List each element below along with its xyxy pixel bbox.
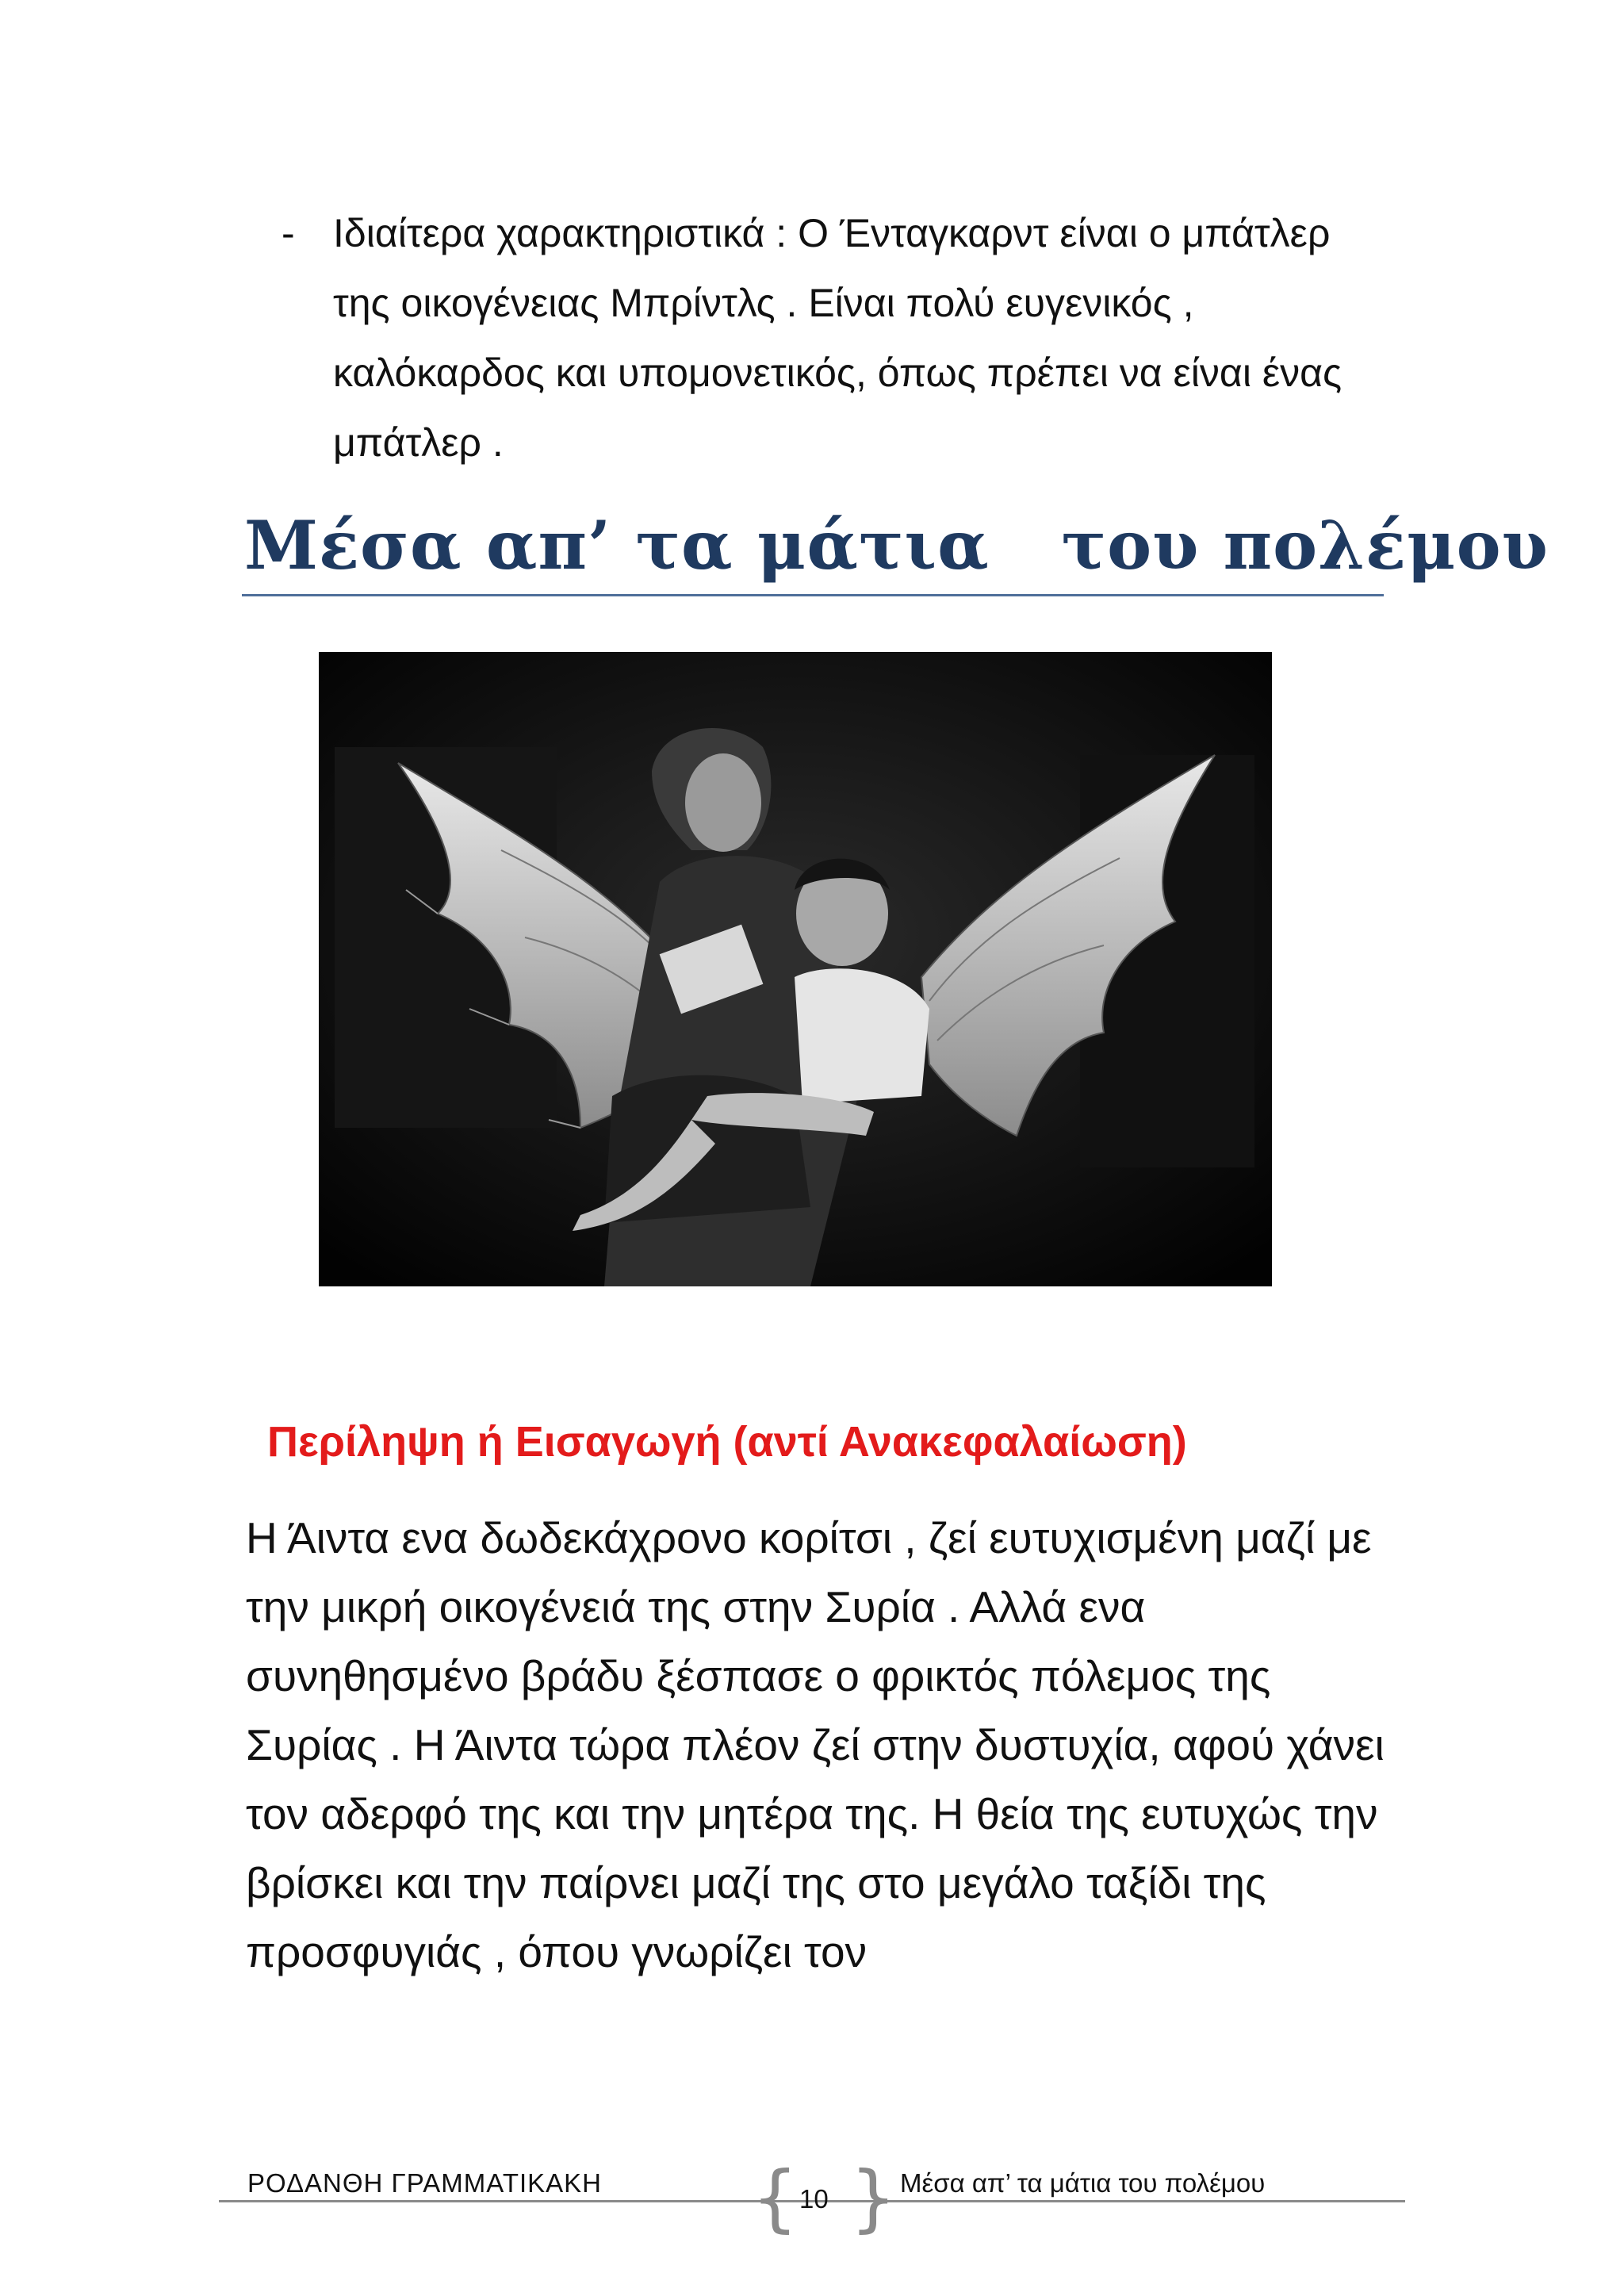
bullet-text: Ιδιαίτερα χαρακτηριστικά : Ο Ένταγκαρντ είναι ο μπάτλερ της οικογένειας Μπρίντλς . Είναι πολύ ευγενικός , καλόκαρδος και υπομονετικός, όπως πρέπει να είναι ένας μπάτλερ .	[333, 211, 1342, 465]
page-number: 10	[799, 2184, 829, 2214]
left-brace-icon: {	[752, 2156, 799, 2240]
photo-illustration	[319, 652, 1272, 1286]
section-heading: Περίληψη ή Εισαγωγή (αντί Ανακεφαλαίωση)	[267, 1418, 1187, 1466]
footer-book-title: Μέσα απ’ τα μάτια του πολέμου	[900, 2168, 1266, 2198]
right-brace-icon: }	[850, 2156, 897, 2240]
bullet-dash: -	[282, 211, 295, 255]
chapter-title: Μέσα απ’ τα μάτια του πολέμου	[244, 506, 1549, 585]
winged-mother-child-photo	[319, 652, 1272, 1286]
summary-paragraph: Η Άιντα ενα δωδεκάχρονο κορίτσι , ζεί ευτυχισμένη μαζί με την μικρή οικογένειά της στην Συρία . Αλλά ενα συνηθησμένο βράδυ ξέσπασε ο φρικτός πόλεμος της Συρίας . Η Άιντα τώρα πλέον ζεί στην δυστυχία, αφού χάνει τον αδερφό της και την μητέρα της. Η θεία της ευτυχώς την βρίσκει και την παίρνει μαζί της στο μεγάλο ταξίδι της προσφυγιάς , όπου γνωρίζει τον	[246, 1513, 1385, 1976]
footer-author: ΡΟΔΑΝΘΗ ΓΡΑΜΜΑΤΙΚΑΚΗ	[247, 2168, 603, 2198]
title-underline	[242, 594, 1384, 596]
